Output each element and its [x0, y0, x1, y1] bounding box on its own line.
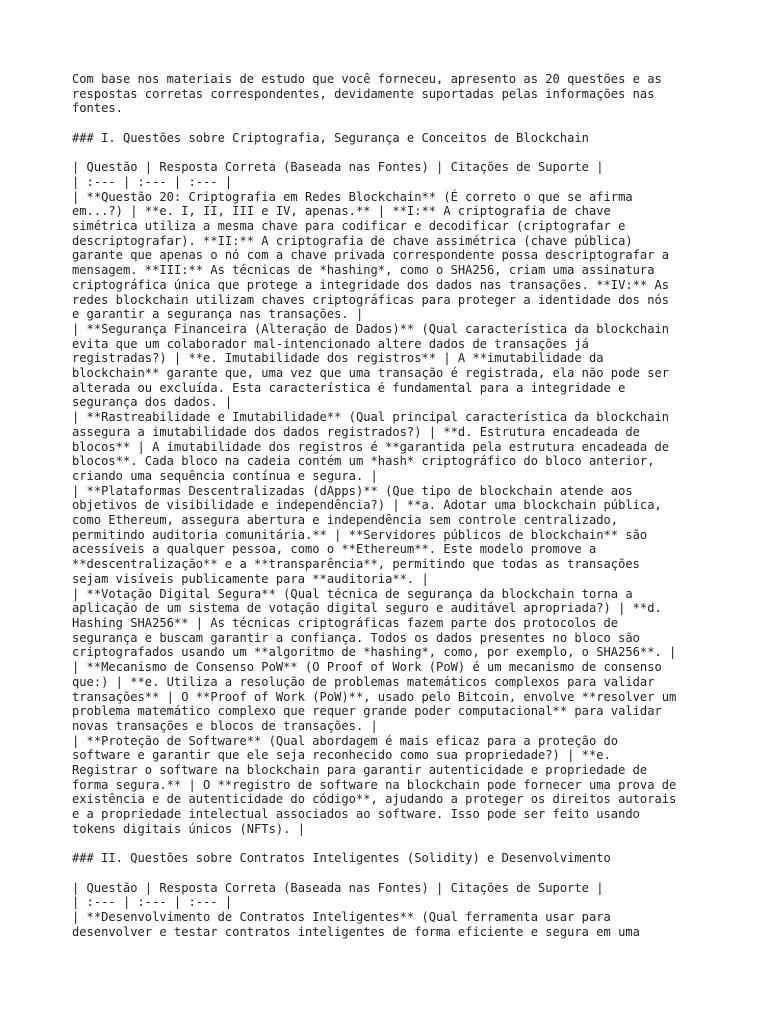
table-text-line: segurança e buscam garantir a confiança. Todos os dados presentes no bloco são [72, 630, 640, 645]
table-text-line: e garantir a segurança nas transações. | [72, 307, 364, 322]
table-text-line: evita que um colaborador mal-intencionado altere dados de transações já [72, 336, 589, 351]
section-2-heading: ### II. Questões sobre Contratos Inteligentes (Solidity) e Desenvolvimento [72, 851, 611, 866]
table-text-line: problema matemático complexo que requer grande poder computacional** para validar [72, 704, 662, 719]
intro-line: Com base nos materiais de estudo que você forneceu, apresento as 20 questões e as [72, 72, 662, 86]
table-text-line: registradas?) | **e. Imutabilidade dos registros** | A **imutabilidade da [72, 351, 604, 366]
table-text-line: alterada ou excluída. Esta característica é fundamental para a integridade e [72, 380, 626, 395]
table-text-line: | Questão | Resposta Correta (Baseada nas Fontes) | Citações de Suporte | [72, 160, 604, 175]
table-text-line: aplicação de um sistema de votação digital seguro e auditável apropriada?) | **d. [72, 601, 662, 616]
table-text-line: | **Proteção de Software** (Qual abordagem é mais eficaz para a proteção do [72, 733, 619, 748]
intro-paragraph [72, 72, 712, 116]
table-text-line: criptografados usando um **algoritmo de *hashing*, como, por exemplo, o SHA256**. | [72, 645, 677, 660]
table-text-line: sejam visíveis publicamente para **auditoria**. | [72, 571, 429, 586]
table-text-line: segurança dos dados. | [72, 395, 233, 410]
table-text-line: como Ethereum, assegura abertura e independência sem controle centralizado, [72, 513, 619, 528]
table-text-line: | **Votação Digital Segura** (Qual técnica de segurança da blockchain torna a [72, 586, 633, 601]
document-page [72, 72, 712, 939]
table-text-line: redes blockchain utilizam chaves criptográficas para proteger a identidade dos nós [72, 292, 670, 307]
table-text-line: criando uma sequência contínua e segura. | [72, 468, 378, 483]
table-text-line: | **Plataformas Descentralizadas (dApps)** (Que tipo de blockchain atende aos [72, 483, 633, 498]
section-2-table [72, 881, 712, 940]
table-text-line: assegura a imutabilidade dos dados registrados?) | **d. Estrutura encadeada de [72, 424, 640, 439]
table-text-line: objetivos de visibilidade e independência?) | **a. Adotar uma blockchain pública, [72, 498, 662, 513]
table-text-line: garante que apenas o nó com a chave privada correspondente possa descriptografar a [72, 248, 670, 263]
table-text-line: **descentralização** e a **transparência**, permitindo que todas as transações [72, 557, 640, 572]
table-text-line: | Questão | Resposta Correta (Baseada nas Fontes) | Citações de Suporte | [72, 880, 604, 895]
table-text-line: que:) | **e. Utiliza a resolução de problemas matemáticos complexos para validar [72, 674, 655, 689]
table-text-line: | **Segurança Financeira (Alteração de Dados)** (Qual característica da blockchain [72, 321, 670, 336]
table-text-line: acessíveis a qualquer pessoa, como o **Ethereum**. Este modelo promove a [72, 542, 597, 557]
table-text-line: criptográfica única que protege a integridade dos dados nas transações. **IV:** As [72, 277, 670, 292]
table-text-line: existência e de autenticidade do código**, ajudando a proteger os direitos autorais [72, 792, 677, 807]
table-text-line: em...?) | **e. I, II, III e IV, apenas.** | **I:** A criptografia de chave [72, 204, 611, 219]
table-text-line: permitindo auditoria comunitária.** | **Servidores públicos de blockchain** são [72, 527, 648, 542]
table-text-line: | **Questão 20: Criptografia em Redes Blockchain** (É correto o que se afirma [72, 189, 633, 204]
table-text-line: forma segura.** | O **registro de software na blockchain pode fornecer uma prova de [72, 777, 677, 792]
table-text-line: Hashing SHA256** | As técnicas criptográficas fazem parte dos protocolos de [72, 615, 619, 630]
section-1-table [72, 160, 712, 836]
table-text-line: software e garantir que ele seja reconhecido como sua propriedade?) | **e. [72, 748, 611, 763]
table-text-line: | :--- | :--- | :--- | [72, 174, 233, 189]
table-text-line: blocos**. Cada bloco na cadeia contém um *hash* criptográfico do bloco anterior, [72, 454, 655, 469]
table-text-line: blocos** | A imutabilidade dos registros é **garantida pela estrutura encadeada de [72, 439, 670, 454]
table-text-line: | **Rastreabilidade e Imutabilidade** (Qual principal característica da blockchain [72, 410, 670, 425]
table-text-line: tokens digitais únicos (NFTs). | [72, 821, 305, 836]
table-text-line: Registrar o software na blockchain para garantir autenticidade e propriedade de [72, 763, 648, 778]
table-text-line: e a propriedade intelectual associados ao software. Isso pode ser feito usando [72, 807, 640, 822]
table-text-line: blockchain** garante que, uma vez que uma transação é registrada, ela não pode ser [72, 366, 670, 381]
table-text-line: | **Mecanismo de Consenso PoW** (O Proof of Work (PoW) é um mecanismo de consenso [72, 660, 662, 675]
table-text-line: mensagem. **III:** As técnicas de *hashing*, como o SHA256, criam uma assinatura [72, 263, 655, 278]
intro-line: respostas corretas correspondentes, devidamente suportadas pelas informações nas [72, 86, 655, 101]
table-text-line: transações** | O **Proof of Work (PoW)**, usado pelo Bitcoin, envolve **resolver um [72, 689, 677, 704]
table-text-line: novas transações e blocos de transações. | [72, 718, 378, 733]
table-text-line: | :--- | :--- | :--- | [72, 895, 233, 910]
table-text-line: descriptografar). **II:** A criptografia de chave assimétrica (chave pública) [72, 233, 633, 248]
section-1-heading: ### I. Questões sobre Criptografia, Segurança e Conceitos de Blockchain [72, 130, 589, 145]
intro-line: fontes. [72, 101, 123, 116]
table-text-line: | **Desenvolvimento de Contratos Inteligentes** (Qual ferramenta usar para [72, 910, 611, 925]
table-text-line: desenvolver e testar contratos inteligentes de forma eficiente e segura em uma [72, 924, 640, 939]
table-text-line: simétrica utiliza a mesma chave para codificar e decodificar (criptografar e [72, 219, 626, 233]
